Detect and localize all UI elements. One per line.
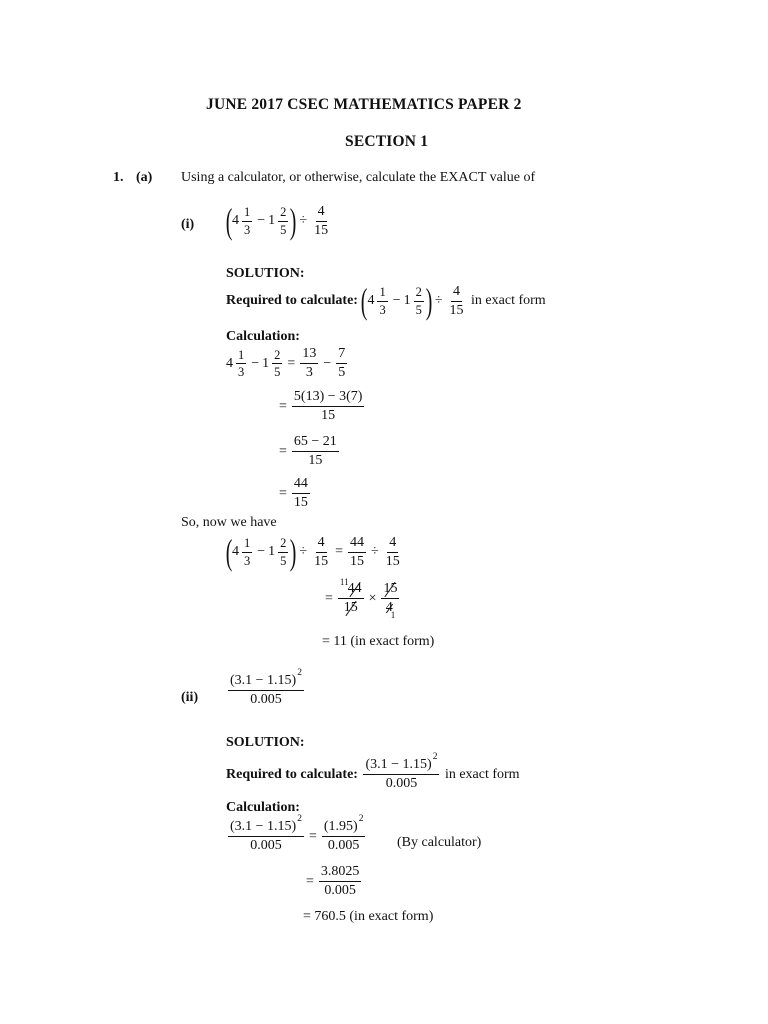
part-ii-step-1: $\frac{(3.1 - 1.15)^2}{0.005}$ = $\frac{(1.95)^2}{0.005}$ (230, 814, 364, 853)
question-number: 1. (113, 170, 124, 185)
part-ii-by-calculator-note: (By calculator) (397, 835, 482, 850)
part-i-now-we-have: So, now we have (181, 515, 277, 530)
part-i-step-4: = $\frac{44}{15}$ (279, 476, 308, 510)
document-title: JUNE 2017 CSEC MATHEMATICS PAPER 2 (206, 96, 522, 113)
part-ii-result: = 760.5 (in exact form) (303, 909, 434, 924)
part-i-exact-form-text: in exact form (471, 293, 546, 308)
part-ii-solution-heading: SOLUTION: (226, 735, 305, 750)
part-i-step-1: 4 $\frac{1}{3}$ − 1 $\frac{2}{5}$ = $\frac{13}{3}$ − $\frac{7}{5}$ (226, 346, 346, 380)
part-i-required-label: Required to calculate: (226, 293, 358, 308)
question-instruction: Using a calculator, or otherwise, calculate the EXACT value of (181, 170, 536, 185)
part-i-calculation-heading: Calculation: (226, 329, 300, 344)
part-i-step-3: = $\frac{65 - 21}{15}$ (279, 434, 337, 468)
part-i-label: (i) (181, 217, 195, 232)
part-ii-step-2: = $\frac{3.8025}{0.005}$ (306, 864, 360, 898)
part-i-step-2: = $\frac{5(13) - 3(7)}{15}$ (279, 389, 363, 423)
part-ii-calculation-heading: Calculation: (226, 800, 300, 815)
part-i-step-5: ( 4 $\frac{1}{3}$ − 1 $\frac{2}{5}$ ) ÷ $\frac{4}{15}$ = $\frac{44}{15}$ ÷ $\frac{4}{15}$ (225, 532, 400, 572)
part-i-required-line: Required to calculate: ( 4 $\frac{1}{3}$ − 1 $\frac{2}{5}$ ) ÷ $\frac{4}{15}$ in exact form (226, 281, 546, 321)
question-part-label: (a) (136, 170, 153, 185)
part-ii-exact-form-text: in exact form (444, 766, 520, 782)
section-heading: SECTION 1 (345, 133, 429, 150)
part-i-solution-heading: SOLUTION: (226, 266, 305, 281)
part-i-result: = 11 (in exact form) (322, 634, 435, 649)
part-ii-expression: $\frac{(3.1 - 1.15)^2}{0.005}$ (230, 668, 302, 707)
part-i-expression: ( 4 $\frac{1}{3}$ − 1 $\frac{2}{5}$ ) ÷ $\frac{4}{15}$ (225, 201, 329, 241)
part-ii-label: (ii) (181, 690, 199, 705)
part-i-step-6: = $\frac{^{11}44}{15}$ × $\frac{15}{4_1}$ (325, 577, 398, 620)
part-ii-required-line: Required to calculate: $\frac{(3.1 - 1.15)^2}{0.005}$ in exact form (226, 752, 520, 791)
part-ii-required-label: Required to calculate: (226, 766, 358, 782)
